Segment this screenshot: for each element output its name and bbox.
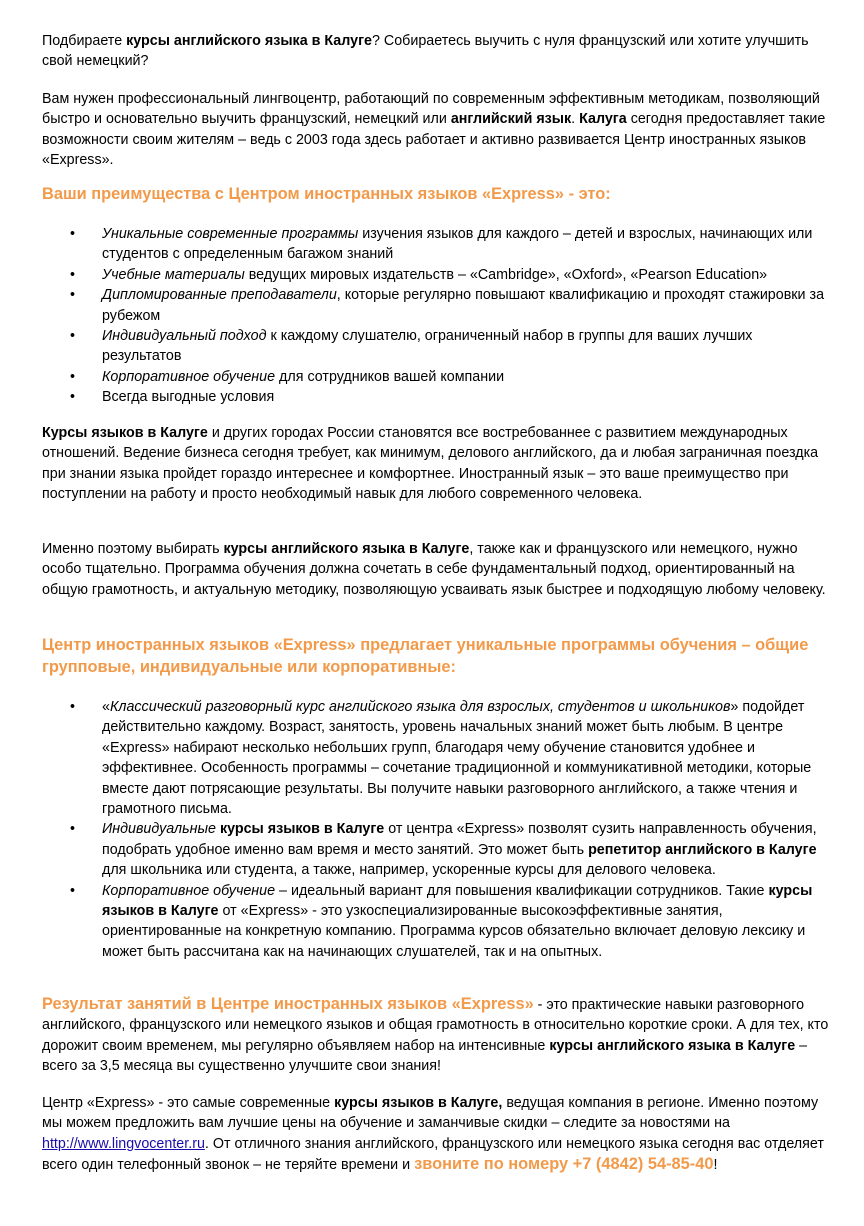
list-item [42,326,832,367]
list-item [42,881,832,963]
text: « [102,699,110,715]
body-paragraph-3 [42,423,832,505]
website-link[interactable]: http://www.lingvocenter.ru [42,1135,205,1152]
text: Центр «Express» - это самые современные [42,1095,335,1111]
bullet-icon: • [70,821,76,838]
bold-keyword: курсы английского языка в Калуге [223,541,470,557]
text: . [571,111,580,128]
advantages-list [42,224,832,408]
text: от центра «Express» позволят сузить направленность обучения, подобрать удобное именно вам время и место занятий. Это может быть [102,821,817,858]
bullet-icon: • [70,328,76,345]
intro-paragraph-1 [42,31,832,72]
text: для сотрудников вашей компании [275,368,505,385]
list-item [42,265,832,285]
italic-text: Учебные материалы [102,266,245,283]
bullet-icon: • [70,389,76,406]
bullet-icon: • [70,882,76,899]
bold-keyword: курсы английского языка в Калуге [549,1037,796,1054]
italic-text: Уникальные современные программы [102,226,359,242]
text: – идеальный вариант для повышения квалификации сотрудников. Такие [275,882,769,899]
list-item [42,224,832,265]
text: подойдет действительно каждому. Возраст, занятость, уровень начальных знаний может быть любым. В центре «Express» набирают несколько небольших групп, благодаря чему обучение становится удобнее и эффективнее. Особенность программы – сочетание традиционной и коммуникативной методики, которые вместе дают потрясающие результаты. Вы получите навыки разговорного английского, а также чтения и грамотного письма. [102,699,812,818]
intro-paragraph-2 [42,89,832,171]
text: , также как и французского или немецкого, нужно особо тщательно. Программа обучения должна сочетать в себе фундаментальный подход, ориентированный на общую грамотность, и актуальную методику, позволяющую усваивать язык быстрее и подходящую любому человеку. [42,541,826,598]
bold-keyword: курсы языков в Калуге [102,882,813,920]
list-item [42,697,832,819]
bold-keyword: языков в Калуге [267,821,385,838]
text: от «Express» - это узкоспециализированные высокоэффективные занятия, ориентированные на конкретную компанию. Программа курсов обязательно включает деловую лексику и может быть рассчитана как на начинающих слушателей, так и на опытных. [102,903,806,960]
bold-keyword: английский язык [450,111,572,128]
text: , которые регулярно повышают квалификацию и проходят стажировки за рубежом [102,287,825,324]
text: Именно поэтому выбирать [42,541,224,557]
bold-keyword: курсы [219,821,264,838]
text: Подбираете [42,33,127,49]
text: » [730,699,739,715]
bullet-icon: • [70,226,76,242]
programs-heading: Центр иностранных языков «Express» предлагает уникальные программы обучения – общие групповые, индивидуальные или корпоративные: [42,636,809,676]
text: ведущих мировых издательств – «Cambridge», «Oxford», «Pearson Education» [244,266,768,283]
text: - это практические навыки разговорного английского, французского или немецкого языков и общая грамотность в относительно короткие сроки. А для тех, кто дорожит своим временем, мы регулярно объявляем набор на интенсивные [42,997,829,1054]
advantages-heading: Ваши преимущества с Центром иностранных языков «Express» - это: [42,185,611,203]
programs-list [42,697,832,962]
text: к каждому слушателю, ограниченный набор в группы для ваших лучших результатов [102,328,753,365]
result-paragraph [42,994,832,1077]
body-paragraph-4 [42,539,832,600]
closing-paragraph [42,1093,832,1176]
italic-text: Индивидуальные [102,821,216,838]
list-item [42,367,832,387]
text: и других городах России становятся все востребованнее с развитием международных отношений. Ведение бизнеса сегодня требует, как минимум, делового английского, да и любая заграничная поездка при знании языка пройдет гораздо интереснее и комфортнее. Иностранный язык – это ваше преимущество при поступлении на работу и просто необходимый навык для любого современного человека. [42,425,819,503]
text: Всегда выгодные условия [102,389,275,406]
bold-keyword: Курсы языков в Калуге [42,425,208,441]
bullet-icon: • [70,287,76,304]
list-item [42,819,832,880]
bold-keyword: Калуга [579,111,627,128]
list-item [42,387,832,407]
text: . От отличного знания английского, французского или немецкого языка сегодня вас отделяет всего один телефонный звонок – не теряйте времени и [42,1135,824,1174]
italic-text: Корпоративное обучение [102,368,276,385]
italic-text: Индивидуальный подход [102,328,267,345]
text: ? Собираетесь выучить с нуля французский или хотите улучшить свой немецкий? [42,33,809,70]
text: для школьника или студента, а также, например, ускоренные курсы для делового человека. [102,862,716,879]
text: ведущая компания в регионе. Именно поэтому мы можем предложить вам лучшие цены на обучение и заманчивые скидки – следите за новостями на [42,1095,819,1132]
phone-call-to-action: звоните по номеру +7 (4842) 54-85-40 [414,1155,714,1174]
bold-keyword: курсы языков в Калуге, [334,1095,503,1111]
bold-keyword: репетитор английского в Калуге [588,841,817,858]
bullet-icon: • [70,699,76,715]
italic-text: Дипломированные преподаватели [102,287,337,304]
italic-text: Классический разговорный курс английского языка для взрослых, студентов и школьников [109,699,731,715]
bold-keyword: курсы английского языка в Калуге [126,33,372,49]
text: ! [713,1157,718,1174]
text: сегодня предоставляет такие возможности своим жителям – ведь с 2003 года здесь работает и активно развивается Центр иностранных языков «Express». [42,111,826,169]
italic-text: Корпоративное обучение [102,882,276,899]
text: – всего за 3,5 месяца вы существенно улучшите свои знания! [42,1037,808,1075]
result-heading: Результат занятий в Центре иностранных языков «Express» [42,995,534,1013]
text: изучения языков для каждого – детей и взрослых, начинающих или студентов с определенным багажом знаний [102,226,813,263]
bullet-icon: • [70,266,76,283]
text: Вам нужен профессиональный лингвоцентр, работающий по современным эффективным методикам, позволяющий быстро и основательно выучить французский, немецкий или [42,91,820,128]
bullet-icon: • [70,368,76,385]
list-item [42,285,832,326]
